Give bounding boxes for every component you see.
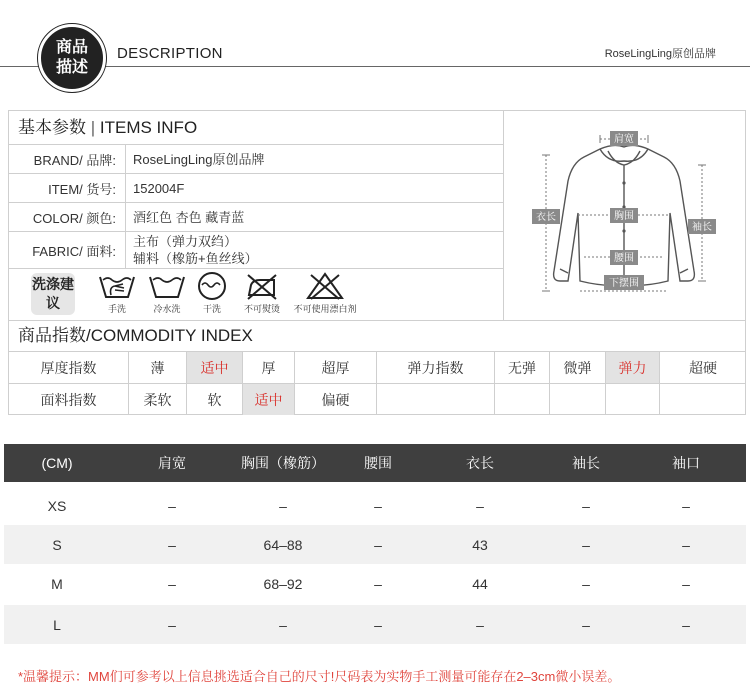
size-cell: – (168, 616, 176, 633)
info-row-brand (9, 145, 503, 174)
size-table-header (4, 444, 746, 482)
index-label-fabric: 面料指数 (9, 383, 129, 415)
index-option: 软 (187, 383, 243, 415)
care-label: 不可熨烫 (243, 304, 280, 314)
care-item-no-bleach (289, 271, 361, 315)
care-item-dry-clean (184, 271, 240, 315)
size-note: *温馨提示：MM们可参考以上信息挑选适合自己的尺寸!尺码表为实物手工测量可能存在2–3cm微小误差。 (18, 669, 621, 684)
section-title: DESCRIPTION (117, 45, 223, 62)
info-value-secondary: 辅料（橡筋+鱼丝线） (133, 251, 258, 266)
size-row-m (4, 564, 746, 603)
size-row-xs (4, 486, 746, 525)
hand-wash-icon (97, 271, 137, 301)
size-header-cell: 衣长 (466, 455, 494, 471)
badge-line-1: 商品 (55, 39, 88, 56)
care-badge: 洗涤建议 (31, 273, 75, 315)
size-cell: – (168, 536, 176, 553)
size-cell: S (52, 536, 62, 553)
size-cell: 68–92 (263, 575, 303, 592)
brand-label: RoseLingLing原创品牌 (604, 48, 716, 60)
index-empty-cell (606, 383, 660, 415)
size-cell: – (682, 575, 690, 592)
size-cell: – (582, 497, 590, 514)
size-cell: – (582, 536, 590, 553)
size-cell: – (374, 616, 382, 633)
index-empty-cell (550, 383, 606, 415)
index-option-selected: 适中 (243, 383, 295, 415)
size-cell: – (582, 575, 590, 592)
shirt-illustration (504, 111, 747, 320)
label-shoulder: 肩宽 (614, 134, 634, 145)
index-option: 薄 (129, 351, 187, 383)
size-cell: – (682, 497, 690, 514)
size-cell: – (682, 616, 690, 633)
size-cell: – (279, 497, 287, 514)
info-value: 酒红色 杏色 藏青蓝 (133, 209, 245, 225)
size-header-cell: 袖口 (672, 455, 700, 471)
info-row-color (9, 203, 503, 232)
care-label: 不可使用漂白剂 (293, 304, 357, 314)
index-empty-cell (495, 383, 550, 415)
size-cell: – (374, 497, 382, 514)
size-cell: XS (47, 497, 67, 514)
badge-line-2: 描述 (55, 59, 88, 76)
items-info-title (9, 111, 503, 145)
size-cell: – (279, 616, 287, 633)
index-option: 厚 (243, 351, 295, 383)
care-instructions (9, 269, 503, 320)
size-cell: – (374, 575, 382, 592)
label-length: 衣长 (536, 212, 556, 223)
garment-diagram (503, 111, 746, 320)
label-waist: 腰围 (614, 253, 634, 264)
size-cell: L (53, 616, 61, 633)
section-badge (38, 24, 106, 92)
commodity-index-title: 商品指数/COMMODITY INDEX (9, 320, 746, 351)
size-cell: M (51, 575, 63, 592)
index-label-elasticity: 弹力指数 (377, 351, 495, 383)
label-chest: 胸围 (614, 211, 634, 222)
header-divider (0, 66, 750, 67)
care-item-hand-wash (89, 271, 145, 315)
info-label: FABRIC/ 面料: (9, 232, 126, 268)
care-label: 干洗 (202, 304, 221, 314)
size-cell: 64–88 (263, 536, 303, 553)
care-label: 冷水洗 (153, 304, 181, 314)
label-hem: 下摆围 (609, 278, 639, 289)
index-empty-cell (377, 383, 495, 415)
index-empty-cell (660, 383, 746, 415)
info-label: ITEM/ 货号: (9, 174, 126, 202)
index-option: 柔软 (129, 383, 187, 415)
size-cell: – (168, 497, 176, 514)
size-row-l (4, 605, 746, 644)
size-header-cell: (CM) (41, 455, 73, 471)
index-label-thickness: 厚度指数 (9, 351, 129, 383)
size-header-cell: 袖长 (572, 455, 600, 471)
care-item-no-iron (234, 271, 290, 315)
size-cell: – (582, 616, 590, 633)
size-cell: 44 (472, 575, 488, 592)
info-row-item (9, 174, 503, 203)
info-value: 主布（弹力双绉） (133, 234, 238, 249)
items-info-title-sep: | (90, 118, 96, 137)
size-cell: – (476, 497, 484, 514)
size-cell: – (476, 616, 484, 633)
info-label: BRAND/ 品牌: (9, 145, 126, 173)
index-option: 超厚 (295, 351, 377, 383)
cold-wash-icon (147, 271, 187, 301)
no-iron-icon (242, 271, 282, 301)
index-option: 超硬 (660, 351, 746, 383)
size-header-cell: 腰围 (364, 455, 392, 471)
items-info-title-cn: 基本参数 (18, 118, 86, 137)
no-bleach-icon (305, 271, 345, 301)
index-option-selected: 弹力 (606, 351, 660, 383)
index-option: 无弹 (495, 351, 550, 383)
care-label: 手洗 (107, 304, 126, 314)
index-option: 偏硬 (295, 383, 377, 415)
info-value: 152004F (133, 180, 185, 196)
size-row-s (4, 525, 746, 564)
dry-clean-icon (192, 271, 232, 301)
items-info-title-en: ITEMS INFO (99, 118, 198, 137)
info-row-fabric (9, 232, 503, 269)
size-cell: – (168, 575, 176, 592)
index-option: 微弹 (550, 351, 606, 383)
size-cell: – (374, 536, 382, 553)
size-cell: 43 (472, 536, 488, 553)
size-header-cell: 肩宽 (158, 455, 186, 471)
info-value: RoseLingLing原创品牌 (133, 151, 265, 167)
label-sleeve: 袖长 (692, 222, 712, 233)
info-label: COLOR/ 颜色: (9, 203, 126, 231)
size-header-cell: 胸围（橡筋） (241, 455, 325, 471)
index-option-selected: 适中 (187, 351, 243, 383)
commodity-index-grid (9, 351, 746, 415)
size-cell: – (682, 536, 690, 553)
items-info-panel (8, 110, 746, 415)
